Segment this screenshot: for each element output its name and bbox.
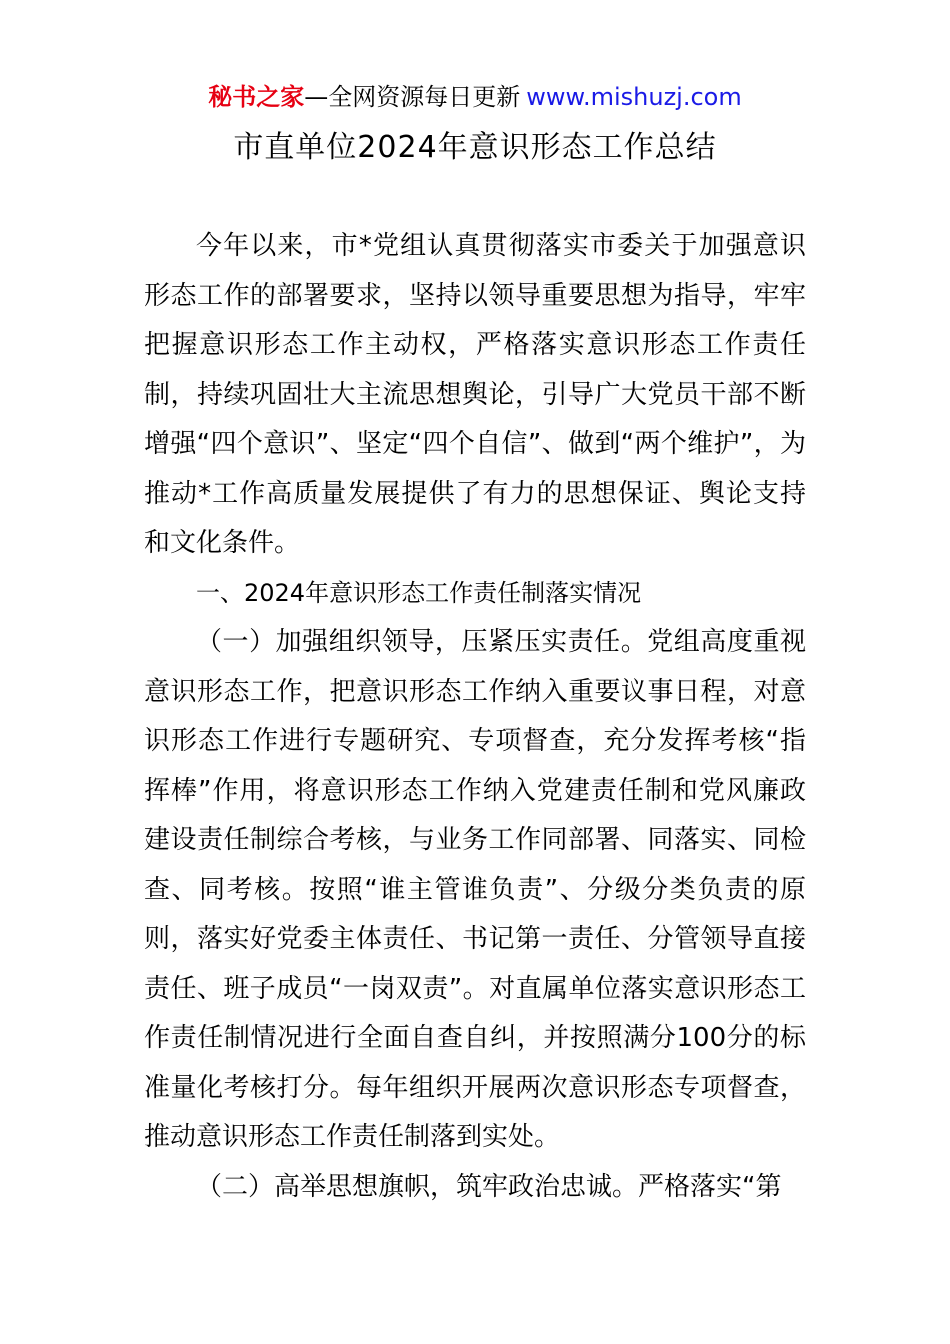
paragraph-1: （一）加强组织领导，压紧压实责任。党组高度重视意识形态工作，把意识形态工作纳入重要议事日程，对意识形态工作进行专题研究、专项督查，充分发挥考核“指挥棒”作用，将意识形态工作纳入党建责任制和党风廉政建设责任制综合考核，与业务工作同部署、同落实、同检查、同考核。按照“谁主管谁负责”、分级分类负责的原则，落实好党委主体责任、书记第一责任、分管领导直接责任、班子成员“一岗双责”。对直属单位落实意识形态工作责任制情况进行全面自查自纠，并按照满分100分的标准量化考核打分。每年组织开展两次意识形态专项督查，推动意识形态工作责任制落到实处。	[144, 627, 806, 1152]
section-heading: 一、2024年意识形态工作责任制落实情况	[196, 578, 642, 607]
paragraph-2: （二）高举思想旗帜，筑牢政治忠诚。严格落实“第	[196, 1171, 782, 1202]
document-title: 市直单位2024年意识形态工作总结	[233, 130, 717, 165]
site-url-link[interactable]: www.mishuzj.com	[526, 83, 742, 111]
site-slogan: —全网资源每日更新	[304, 83, 521, 111]
site-header	[0, 80, 950, 114]
intro-paragraph: 今年以来，市*党组认真贯彻落实市委关于加强意识形态工作的部署要求，坚持以领导重要思想为指导，牢牢把握意识形态工作主动权，严格落实意识形态工作责任制，持续巩固壮大主流思想舆论，引导广大党员干部不断增强“四个意识”、坚定“四个自信”、做到“两个维护”，为推动*工作高质量发展提供了有力的思想保证、舆论支持和文化条件。	[144, 231, 806, 558]
site-brand: 秘书之家	[208, 83, 305, 111]
document-body	[144, 222, 806, 1212]
